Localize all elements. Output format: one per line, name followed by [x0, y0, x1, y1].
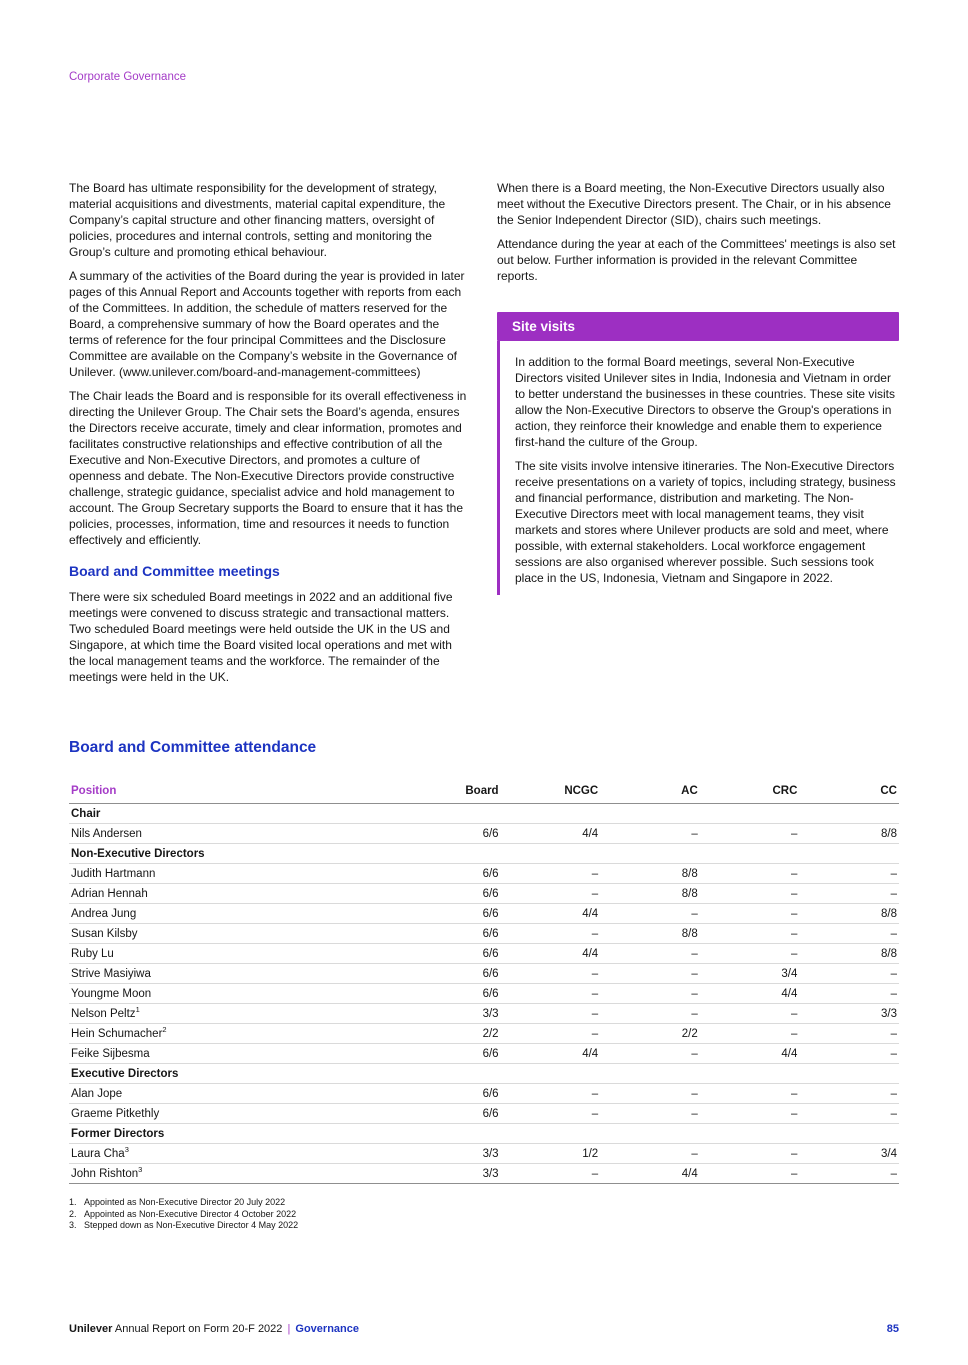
attendance-value: 6/6	[401, 1104, 501, 1124]
table-section-label: Non-Executive Directors	[69, 844, 899, 864]
attendance-value: –	[600, 1084, 700, 1104]
attendance-value: –	[799, 1024, 899, 1044]
table-section-label: Executive Directors	[69, 1064, 899, 1084]
footnote-number: 1.	[69, 1197, 77, 1207]
table-row	[69, 1004, 899, 1024]
footnotes	[69, 1197, 899, 1232]
left-column	[69, 180, 471, 693]
running-header: Corporate Governance	[69, 71, 186, 83]
attendance-value: –	[600, 824, 700, 844]
attendance-value: 6/6	[401, 1044, 501, 1064]
attendance-value: –	[501, 1084, 601, 1104]
attendance-value: 3/3	[401, 1144, 501, 1164]
attendance-value: 8/8	[600, 864, 700, 884]
table-row	[69, 1084, 899, 1104]
attendance-value: –	[799, 1084, 899, 1104]
attendance-value: 6/6	[401, 924, 501, 944]
director-name: Andrea Jung	[69, 904, 401, 924]
page-number: 85	[886, 1323, 899, 1335]
meetings-heading: Board and Committee meetings	[69, 563, 280, 579]
attendance-value: 8/8	[600, 884, 700, 904]
table-row	[69, 824, 899, 844]
director-name: Adrian Hennah	[69, 884, 401, 904]
table-row	[69, 864, 899, 884]
footer-report-title: Annual Report on Form 20-F 2022	[114, 1323, 283, 1335]
table-row	[69, 1044, 899, 1064]
attendance-value: 2/2	[401, 1024, 501, 1044]
director-name: Feike Sijbesma	[69, 1044, 401, 1064]
attendance-value: –	[700, 1084, 800, 1104]
attendance-value: 8/8	[799, 904, 899, 924]
footnote	[69, 1197, 899, 1209]
paragraph: The Board has ultimate responsibility for the development of strategy, material acquisitions and divestments, material capital expenditure, the Company’s capital structure and other financing matters, oversight of policies, procedures and internal controls, setting and monitoring the Group’s culture and promoting ethical behaviour.	[69, 181, 446, 259]
attendance-value: 2/2	[600, 1024, 700, 1044]
attendance-value: 4/4	[501, 944, 601, 964]
attendance-value: –	[501, 1004, 601, 1024]
director-name: Hein Schumacher$^2$	[69, 1024, 401, 1044]
attendance-value: –	[799, 884, 899, 904]
footnote-text: Appointed as Non-Executive Director 4 October 2022	[84, 1208, 297, 1219]
footnote-number: 2.	[69, 1208, 77, 1219]
attendance-value: 8/8	[799, 824, 899, 844]
attendance-value: –	[700, 944, 800, 964]
table-section-row	[69, 1124, 899, 1144]
attendance-value: –	[700, 924, 800, 944]
attendance-value: –	[799, 864, 899, 884]
paragraph: There were six scheduled Board meetings in 2022 and an additional five meetings were convened to discuss strategic and transactional matters. Two scheduled Board meetings were held outside the UK in the US and Singapore, at which time the Board visited local operations and met with the local management teams and the workforce. The remainder of the meetings were held in the UK.	[69, 590, 453, 684]
column-header-cc: CC	[799, 781, 899, 804]
table-row	[69, 944, 899, 964]
attendance-table-body	[69, 804, 899, 1184]
attendance-value: –	[700, 1164, 800, 1184]
attendance-value: –	[700, 1104, 800, 1124]
attendance-value: 6/6	[401, 864, 501, 884]
attendance-value: 6/6	[401, 964, 501, 984]
footnote	[69, 1209, 899, 1221]
attendance-value: –	[799, 1104, 899, 1124]
site-visits-body	[497, 341, 899, 595]
attendance-value: –	[600, 904, 700, 924]
column-header-ac: AC	[600, 781, 700, 804]
attendance-value: –	[600, 944, 700, 964]
attendance-value: –	[600, 1104, 700, 1124]
footnote-marker: 1	[135, 1004, 140, 1014]
attendance-value: –	[700, 824, 800, 844]
table-row	[69, 924, 899, 944]
paragraph: When there is a Board meeting, the Non-Executive Directors usually also meet without the Executive Directors present. The Chair, or in his absence the Senior Independent Director (SID), chairs such meetings.	[497, 181, 891, 227]
attendance-value: 6/6	[401, 984, 501, 1004]
attendance-value: 6/6	[401, 824, 501, 844]
table-row	[69, 884, 899, 904]
attendance-table-head	[69, 781, 899, 804]
attendance-table-head-row	[69, 781, 899, 804]
director-name: Susan Kilsby	[69, 924, 401, 944]
director-name: Judith Hartmann	[69, 864, 401, 884]
attendance-value: 4/4	[600, 1164, 700, 1184]
attendance-value: –	[600, 964, 700, 984]
attendance-value: 8/8	[600, 924, 700, 944]
table-row	[69, 1164, 899, 1184]
attendance-value: –	[501, 864, 601, 884]
footer-separator: |	[287, 1323, 291, 1335]
attendance-value: –	[501, 1024, 601, 1044]
attendance-value: –	[501, 984, 601, 1004]
footer-section: Governance	[295, 1323, 359, 1335]
attendance-value: –	[600, 1044, 700, 1064]
attendance-value: 3/3	[799, 1004, 899, 1024]
attendance-value: 8/8	[799, 944, 899, 964]
attendance-value: 3/4	[799, 1144, 899, 1164]
director-name: Nelson Peltz$^1$	[69, 1004, 401, 1024]
attendance-value: –	[700, 1144, 800, 1164]
paragraph: Attendance during the year at each of the Committees' meetings is also set out below. Further information is provided in the relevant Committee reports.	[497, 237, 896, 283]
attendance-value: –	[501, 924, 601, 944]
attendance-value: –	[700, 1004, 800, 1024]
attendance-value: 4/4	[501, 904, 601, 924]
attendance-heading: Board and Committee attendance	[69, 739, 317, 756]
footnote-marker: 3	[138, 1164, 143, 1174]
director-name: Nils Andersen	[69, 824, 401, 844]
body-columns	[69, 180, 899, 693]
footnote	[69, 1220, 899, 1232]
footnote-text: Appointed as Non-Executive Director 20 July 2022	[84, 1197, 286, 1207]
table-section-row	[69, 804, 899, 824]
attendance-value: 4/4	[501, 1044, 601, 1064]
footnote-marker: 3	[124, 1144, 129, 1154]
table-row	[69, 1104, 899, 1124]
table-section-label: Former Directors	[69, 1124, 899, 1144]
attendance-value: 3/3	[401, 1004, 501, 1024]
column-header-board: Board	[401, 781, 501, 804]
attendance-value: –	[799, 1164, 899, 1184]
attendance-value: –	[600, 984, 700, 1004]
table-row	[69, 1144, 899, 1164]
attendance-value: 3/3	[401, 1164, 501, 1184]
table-row	[69, 964, 899, 984]
table-section-label: Chair	[69, 804, 899, 824]
attendance-value: –	[799, 924, 899, 944]
attendance-value: –	[501, 1104, 601, 1124]
attendance-value: 4/4	[700, 984, 800, 1004]
attendance-table	[69, 781, 899, 1184]
paragraph: The Chair leads the Board and is responsible for its overall effectiveness in directing the Unilever Group. The Chair sets the Board’s agenda, ensures the Directors receive accurate, timely and clear information, promotes and facilitates constructive relationships and effective contribution of all the Executive and Non-Executive Directors, and promotes a culture of openness and debate. The Non-Executive Directors provide constructive challenge, strategic guidance, specialist advice and hold management to account. The Group Secretary supports the Board to ensure that it has the policies, processes, information, time and resources it needs to function effectively and efficiently.	[69, 389, 467, 547]
director-name: Laura Cha$^3$	[69, 1144, 401, 1164]
paragraph: The site visits involve intensive itineraries. The Non-Executive Directors receive presentations on a variety of topics, including strategy, business and financial performance, distribution and marketing. The Non-Executive Directors meet with local management teams, they visit markets and stores where Unilever products are sold and meet, where possible, with external stakeholders. Local workforce engagement sessions are also organised wherever possible. Such sessions took place in the US, Indonesia, Vietnam and Singapore in 2022.	[515, 459, 896, 585]
attendance-value: –	[700, 1024, 800, 1044]
site-visits-title: Site visits	[497, 312, 899, 341]
attendance-value: –	[600, 1144, 700, 1164]
column-header-crc: CRC	[700, 781, 800, 804]
director-name: Youngme Moon	[69, 984, 401, 1004]
director-name: Strive Masiyiwa	[69, 964, 401, 984]
director-name: Graeme Pitkethly	[69, 1104, 401, 1124]
director-name: Alan Jope	[69, 1084, 401, 1104]
footer-left	[69, 1323, 359, 1335]
table-row	[69, 984, 899, 1004]
attendance-value: 4/4	[501, 824, 601, 844]
attendance-value: 6/6	[401, 884, 501, 904]
attendance-value: 3/4	[700, 964, 800, 984]
footnote-number: 3.	[69, 1220, 77, 1230]
attendance-value: –	[700, 904, 800, 924]
attendance-value: 6/6	[401, 944, 501, 964]
table-section-row	[69, 1064, 899, 1084]
attendance-value: –	[501, 884, 601, 904]
attendance-value: –	[700, 864, 800, 884]
paragraph: A summary of the activities of the Board during the year is provided in later pages of this Annual Report and Accounts together with reports from each of the Committees. In addition, the schedule of matters reserved for the Board, a comprehensive summary of how the Board operates and the terms of reference for the four principal Committees and the Disclosure Committee are available on the Company’s website in the Governance of Unilever. (www.unilever.com/board-and-management-committees)	[69, 269, 465, 379]
column-header-ncgc: NCGC	[501, 781, 601, 804]
attendance-value: 1/2	[501, 1144, 601, 1164]
footer-brand: Unilever	[69, 1323, 113, 1335]
attendance-value: –	[799, 984, 899, 1004]
table-row	[69, 904, 899, 924]
attendance-value: –	[501, 964, 601, 984]
column-header-position: Position	[69, 781, 401, 804]
attendance-value: –	[600, 1004, 700, 1024]
attendance-value: 4/4	[700, 1044, 800, 1064]
table-section-row	[69, 844, 899, 864]
attendance-value: –	[799, 1044, 899, 1064]
footnote-marker: 2	[162, 1024, 167, 1034]
attendance-value: –	[501, 1164, 601, 1184]
attendance-value: 6/6	[401, 904, 501, 924]
footnote-text: Stepped down as Non-Executive Director 4 May 2022	[84, 1220, 299, 1230]
right-column	[497, 180, 899, 693]
attendance-value: –	[799, 964, 899, 984]
site-visits-callout	[497, 312, 899, 595]
attendance-value: –	[700, 884, 800, 904]
attendance-value: 6/6	[401, 1084, 501, 1104]
director-name: Ruby Lu	[69, 944, 401, 964]
table-row	[69, 1024, 899, 1044]
page-footer	[69, 1323, 899, 1335]
director-name: John Rishton$^3$	[69, 1164, 401, 1184]
paragraph: In addition to the formal Board meetings, several Non-Executive Directors visited Unilever sites in India, Indonesia and Vietnam in order to better understand the businesses in these countries. These site visits allow the Non-Executive Directors to observe the Group's operations in action, they reinforce their knowledge and enable them to experience first-hand the culture of the Group.	[515, 355, 895, 449]
